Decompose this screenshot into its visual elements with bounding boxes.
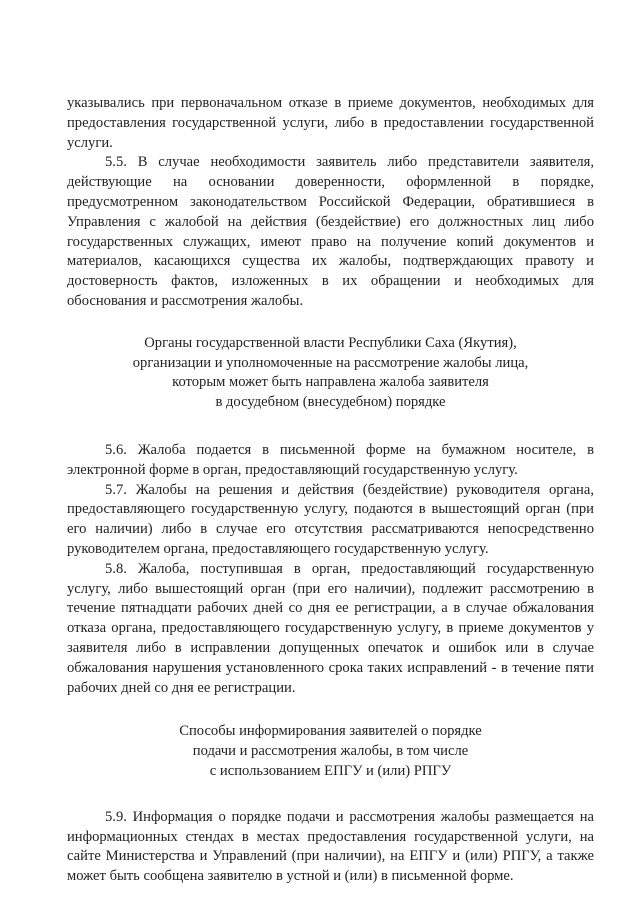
paragraph-intro: указывались при первоначальном отказе в приеме документов, необходимых для предоставления государственной услуги, либо в предоставлении государственной услуги. <box>67 95 594 151</box>
paragraph-5-9: 5.9. Информация о порядке подачи и рассмотрения жалобы размещается на информационных стендах в местах предоставления государственной услуги, на сайте Министерства и Управлений (при наличии), на ЕПГУ и (или) РПГУ, а также может быть сообщена заявителю в устной и (или) в письменной форме. <box>67 808 594 885</box>
paragraph-5-8: 5.8. Жалоба, поступившая в орган, предоставляющий государственную услугу, либо вышестоящий орган (при его наличии), подлежит рассмотрению в течение пятнадцати рабочих дней со дня ее регистрации, а в случае обжалования отказа органа, предоставляющего государственную услугу, в приеме документов у заявителя либо в исправлении допущенных опечаток и ошибок или в случае обжалования нарушения установленного срока таких исправлений - в течение пяти рабочих дней со дня ее регистрации. <box>67 560 594 696</box>
paragraph-5-5: 5.5. В случае необходимости заявитель либо представители заявителя, действующие на основании доверенности, оформленной в порядке, предусмотренном законодательством Российской Федерации, обратившиеся в Управления с жалобой на действия (бездействие) его должностных лиц либо государственных служащих, имеют право на получение копий документов и материалов, касающихся существа их жалобы, подтверждающих правоту и достоверность фактов, изложенных в их обращении и необходимых для обоснования и рассмотрения жалобы. <box>67 154 594 309</box>
document-body <box>67 94 594 887</box>
section-heading-complaint-bodies <box>67 334 594 413</box>
heading-line: в досудебном (внесудебном) порядке <box>215 394 446 411</box>
spacer <box>67 782 594 808</box>
paragraph-5-7: 5.7. Жалобы на решения и действия (бездействие) руководителя органа, предоставляющего государственную услугу, подаются в вышестоящий орган (при его наличии) либо в случае его отсутствия рассматриваются непосредственно руководителем органа, предоставляющего государственную услугу. <box>67 481 594 557</box>
paragraph-5-6: 5.6. Жалоба подается в письменной форме на бумажном носителе, в электронной форме в орган, предоставляющий государственную услугу. <box>67 441 594 478</box>
heading-line: с использованием ЕПГУ и (или) РПГУ <box>209 762 452 779</box>
heading-line: организации и уполномоченные на рассмотрение жалобы лица, <box>132 354 529 371</box>
heading-line: Способы информирования заявителей о порядке <box>179 723 482 740</box>
section-heading-informing-methods <box>67 722 594 781</box>
spacer <box>67 698 594 722</box>
heading-line: которым может быть направлена жалоба заявителя <box>172 374 489 391</box>
spacer <box>67 312 594 334</box>
spacer <box>67 413 594 441</box>
heading-line: Органы государственной власти Республики Саха (Якутия), <box>144 334 517 351</box>
heading-line: подачи и рассмотрения жалобы, в том числе <box>192 743 469 760</box>
